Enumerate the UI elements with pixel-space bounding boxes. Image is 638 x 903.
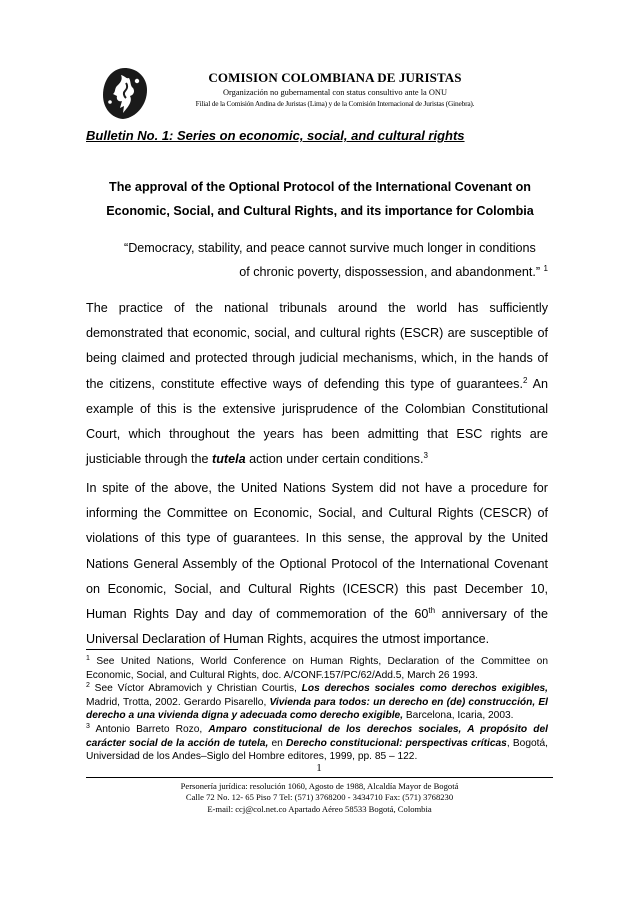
title-line: The approval of the Optional Protocol of the International Covenant on <box>109 180 531 194</box>
cited-title: Amparo constitucional de los derechos sociales, A propósito del carácter social de la acción de tutela, <box>86 723 548 749</box>
ordinal-suffix: th <box>428 606 436 616</box>
quote-line: “Democracy, stability, and peace cannot survive much longer in conditions <box>124 241 536 255</box>
footer-separator <box>86 777 553 778</box>
footnote-number: 1 <box>86 655 90 662</box>
footnote-number: 3 <box>86 722 90 730</box>
cited-title: Los derechos sociales como derechos exigibles, <box>301 683 548 695</box>
footnote-separator <box>86 649 238 650</box>
footer-line: Personería jurídica: resolución 1060, Agosto de 1988, Alcaldía Mayor de Bogotá <box>180 781 459 791</box>
footnote-text: Barcelona, Icaria, 2003. <box>403 710 514 722</box>
footnote-ref: 2 <box>522 375 528 385</box>
footnote-ref: 3 <box>423 451 428 461</box>
organization-status: Organización no gubernamental con status consultivo ante la ONU <box>222 88 448 97</box>
footnote-text: Antonio Barreto Rozo, <box>89 723 209 735</box>
body-paragraph <box>86 476 548 652</box>
organization-name: COMISION COLOMBIANA DE JURISTAS <box>208 70 462 85</box>
body-paragraph <box>86 296 548 472</box>
title-line: Economic, Social, and Cultural Rights, and its importance for Colombia <box>106 204 534 218</box>
footnote-text: See Víctor Abramovich y Christian Courtis, <box>89 683 302 695</box>
page-footer <box>86 781 553 815</box>
paragraph-text: The practice of the national tribunals around the world has sufficiently demonstrated that economic, social, and cultural rights (ESCR) are susceptible of being claimed and protected through judicial mechanisms, which, in the hands of the citizens, constitute effective ways of defending this type of guarantees. <box>86 301 548 391</box>
footer-line: E-mail: ccj@col.net.co Apartado Aéreo 58533 Bogotá, Colombia <box>207 803 432 814</box>
footnote-text: en <box>268 737 287 749</box>
cited-title: Derecho constitucional: perspectivas críticas <box>286 737 507 749</box>
bulletin-heading: Bulletin No. 1: Series on economic, social, and cultural rights <box>86 128 465 143</box>
footnote <box>86 682 548 723</box>
footnote-text: See United Nations, World Conference on Human Rights, Declaration of the Committee on Economic, Social, and Cultural Rights, doc. A/CONF.157/PC/62/Add.5, March 26 1993. <box>86 656 548 681</box>
footnote <box>86 655 548 682</box>
footnote-text: , Bogotá, Universidad de los Andes–Siglo del Hombre editores, 1999, pp. 85 – 122. <box>86 737 548 763</box>
paragraph-text: anniversary of the Universal Declaration of Human Rights, acquires the utmost importance. <box>86 607 548 647</box>
footnote-number: 2 <box>86 682 90 690</box>
organization-emblem-icon <box>99 66 151 122</box>
quote-line: of chronic poverty, dispossession, and abandonment.” <box>239 265 541 279</box>
emphasized-term: tutela <box>212 452 246 467</box>
letterhead <box>150 70 520 108</box>
page-number: 1 <box>316 762 322 774</box>
document-title <box>100 175 540 223</box>
paragraph-text: action under certain conditions. <box>245 452 424 467</box>
footer-line: Calle 72 No. 12- 65 Piso 7 Tel: (571) 3768200 - 3434710 Fax: (571) 3768230 <box>185 792 454 803</box>
footnote-text: Madrid, Trotta, 2002. Gerardo Pisarello, <box>86 696 270 708</box>
footnote-ref: 1 <box>543 264 548 273</box>
paragraph-text: An example of this is the extensive jurisprudence of the Colombian Constitutional Court, which throughout the years has been admitting that ESC rights are justiciable through the <box>86 376 548 467</box>
footnote <box>86 723 548 764</box>
footnotes <box>86 655 548 764</box>
organization-affiliation: Filial de la Comisión Andina de Juristas (Lima) y de la Comisión Internacional de Juristas (Ginebra). <box>195 99 475 108</box>
cited-title: Vivienda para todos: un derecho en (de) construcción, El derecho a una vivienda digna y adecuada como derecho exigible, <box>86 696 548 722</box>
epigraph-quote <box>124 236 548 284</box>
paragraph-text: In spite of the above, the United Nations System did not have a procedure for informing the Committee on Economic, Social, and Cultural Rights (CESCR) of violations of this type of guarantees. In this sense, the approval by the United Nations General Assembly of the Optional Protocol of the International Covenant on Economic, Social, and Cultural Rights (ICESCR) this past December 10, Human Rights Day and day of commemoration of the 60 <box>86 481 548 622</box>
